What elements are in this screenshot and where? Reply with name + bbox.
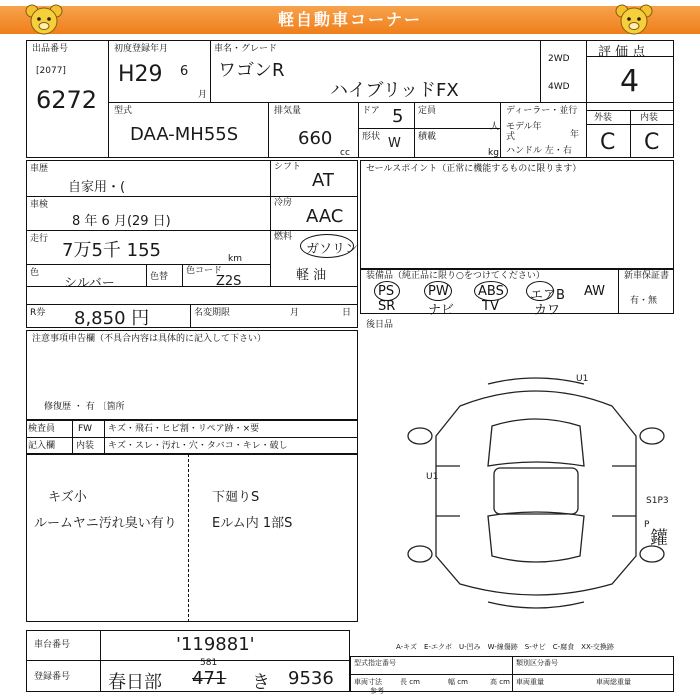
shape: W	[388, 136, 401, 151]
mileage: 7万5千 155	[62, 240, 161, 261]
inspection-label: 車検	[30, 200, 49, 210]
equip-airbag-circle	[526, 281, 554, 301]
category-label: 類別区分番号	[516, 659, 558, 667]
cc-unit: cc	[340, 148, 350, 158]
chassis-label: 車台番号	[34, 640, 71, 650]
ref-note: 参考	[370, 687, 384, 695]
reg-year: H29	[118, 62, 163, 87]
ac-label: 冷房	[274, 198, 293, 208]
door-label: ドア	[362, 106, 380, 116]
history-label: 車歴	[30, 164, 49, 174]
interior-items: キズ・スレ・汚れ・穴・タバコ・キレ・破し	[108, 441, 288, 451]
km-unit: km	[228, 254, 242, 264]
entry-label: 記入欄	[28, 441, 56, 451]
ac: AAC	[306, 206, 344, 227]
equip-ps-circle	[374, 281, 400, 301]
recycle: 8,850 円	[74, 308, 150, 329]
car-name: ワゴンR	[218, 60, 285, 81]
fuel-circle	[300, 234, 354, 258]
dealer-label: ディーラー・並行	[506, 106, 578, 116]
equip-tv: TV	[482, 299, 499, 314]
equip-abs: ABS	[478, 284, 504, 299]
fw-items: キズ・飛石・ヒビ割・リペア跡・×要	[108, 424, 260, 434]
bear-mascot-icon	[22, 2, 66, 38]
mark-p: P	[644, 520, 650, 530]
fw-label: FW	[78, 424, 93, 434]
grade: ハイブリッドFX	[330, 80, 459, 101]
score-label: 評 価 点	[598, 45, 646, 60]
equip-ps: PS	[378, 284, 395, 299]
inspection: 8 年 6 月(29 日)	[72, 214, 171, 229]
tax-label: 名変期限	[194, 308, 231, 318]
kg-unit: kg	[488, 148, 499, 158]
width-unit: 幅 cm	[448, 678, 468, 686]
mark-kanji: 鑵	[650, 528, 668, 549]
equip-navi: ナビ	[428, 303, 455, 318]
score: 4	[620, 64, 640, 99]
chassis-number: '119881'	[176, 634, 255, 655]
equipment-label: 装備品（純正品に限り○をつけてください）	[366, 271, 545, 281]
reg-month: 6	[180, 64, 189, 79]
damage-legend: A-キズ E-エクボ U-凹み W-線傷跡 S-サビ C-腐食 XX-交換跡	[396, 643, 614, 651]
model: DAA-MH55S	[130, 124, 239, 145]
note-room-smell: ルームヤニ汚れ臭い有り	[34, 516, 177, 531]
color-label: 色	[30, 268, 40, 278]
history-value: 自家用・(	[68, 180, 126, 195]
inspector-label: 検査員	[28, 424, 56, 434]
equip-pw: PW	[428, 284, 449, 299]
displacement: 660	[298, 128, 333, 149]
shape-label: 形状	[362, 132, 381, 142]
new-car-value: 有・無	[630, 296, 658, 306]
handle-label: ハンドル 左・右	[506, 146, 572, 156]
exterior-grade: C	[600, 130, 616, 155]
bear-mascot-icon	[612, 2, 656, 38]
lot-label: 出品番号	[32, 44, 69, 54]
fuel-label: 燃料	[274, 232, 293, 242]
lot-sub: [2077]	[36, 66, 66, 76]
mark-s1p3: S1P3	[646, 496, 669, 506]
interior-note-label: 内装	[76, 441, 95, 451]
plate-area: 春日部	[108, 672, 162, 693]
new-car-label: 新車保証書	[624, 271, 670, 281]
equip-abs-circle	[474, 281, 508, 301]
plate-class-over: 581	[200, 658, 218, 668]
interior-label: 内装	[640, 113, 659, 123]
plate-label: 登録番号	[34, 672, 71, 682]
tax-day: 日	[342, 308, 352, 318]
note-engine-room: Eルム内 1部S	[212, 516, 293, 531]
mileage-label: 走行	[30, 234, 49, 244]
name-label: 車名・グレード	[214, 44, 278, 54]
year-unit: 年	[570, 130, 580, 140]
doors: 5	[392, 106, 404, 127]
model-label: 型式	[114, 106, 133, 116]
equip-leather: カワ	[534, 303, 561, 318]
model-year-label: モデル年式	[506, 122, 542, 142]
rear-seat-label: 後日品	[366, 320, 394, 330]
mark-u1-front: U1	[576, 374, 589, 384]
exterior-label: 外装	[594, 113, 613, 123]
fuel-gasoline: ガソリン	[306, 242, 359, 257]
note-scratch-small: キズ小	[48, 490, 87, 505]
shift-label: シフト	[274, 162, 302, 172]
reg-month-unit: 月	[198, 90, 208, 100]
weight-label: 車両重量	[516, 678, 544, 686]
drive-4wd: 4WD	[548, 82, 570, 92]
color-code-label: 色コード	[186, 266, 223, 276]
recycle-label: R券	[30, 308, 46, 318]
interior-grade: C	[644, 130, 660, 155]
equip-sr: SR	[378, 299, 396, 314]
equip-airbag: エアB	[530, 288, 565, 303]
height-unit: 高 cm	[490, 678, 510, 686]
shift: AT	[312, 170, 334, 191]
displacement-label: 排気量	[274, 106, 302, 116]
tax-month: 月	[290, 308, 300, 318]
plate-class: 471	[192, 668, 227, 689]
sales-point-box	[360, 160, 674, 270]
dimension-label: 車両寸法	[354, 678, 382, 686]
car-damage-diagram	[398, 366, 674, 616]
mark-u1-side: U1	[426, 472, 439, 482]
page-title: 軽自動車コーナー	[277, 10, 422, 29]
sales-point-label: セールスポイント（正常に機能するものに限ります）	[366, 164, 582, 174]
capacity-label: 定員	[418, 106, 437, 116]
color-change-label: 色替	[150, 272, 169, 282]
note-underbody-rust: 下廻りS	[212, 490, 260, 505]
approval-label: 型式指定番号	[354, 659, 396, 667]
color: シルバー	[64, 276, 115, 291]
lot-number: 6272	[36, 86, 98, 114]
total-weight-label: 車両総重量	[596, 678, 631, 686]
reg-label: 初度登録年月	[114, 44, 169, 54]
plate-kana: き	[252, 672, 270, 693]
equip-pw-circle	[424, 281, 452, 301]
drive-2wd: 2WD	[548, 54, 570, 64]
handwritten-notes	[26, 454, 358, 622]
color-code: Z2S	[216, 274, 242, 289]
persons-unit: 人	[490, 122, 500, 132]
repair-label: 修復歴 ・ 有 〔箇所	[44, 402, 125, 412]
length-unit: 長 cm	[400, 678, 420, 686]
equip-aw: AW	[584, 284, 606, 299]
plate-number: 9536	[288, 668, 334, 689]
notes-label: 注意事項申告欄（不具合内容は具体的に記入して下さい）	[32, 334, 267, 344]
load-label: 積載	[418, 132, 437, 142]
fuel-diesel: 軽 油	[296, 268, 327, 283]
